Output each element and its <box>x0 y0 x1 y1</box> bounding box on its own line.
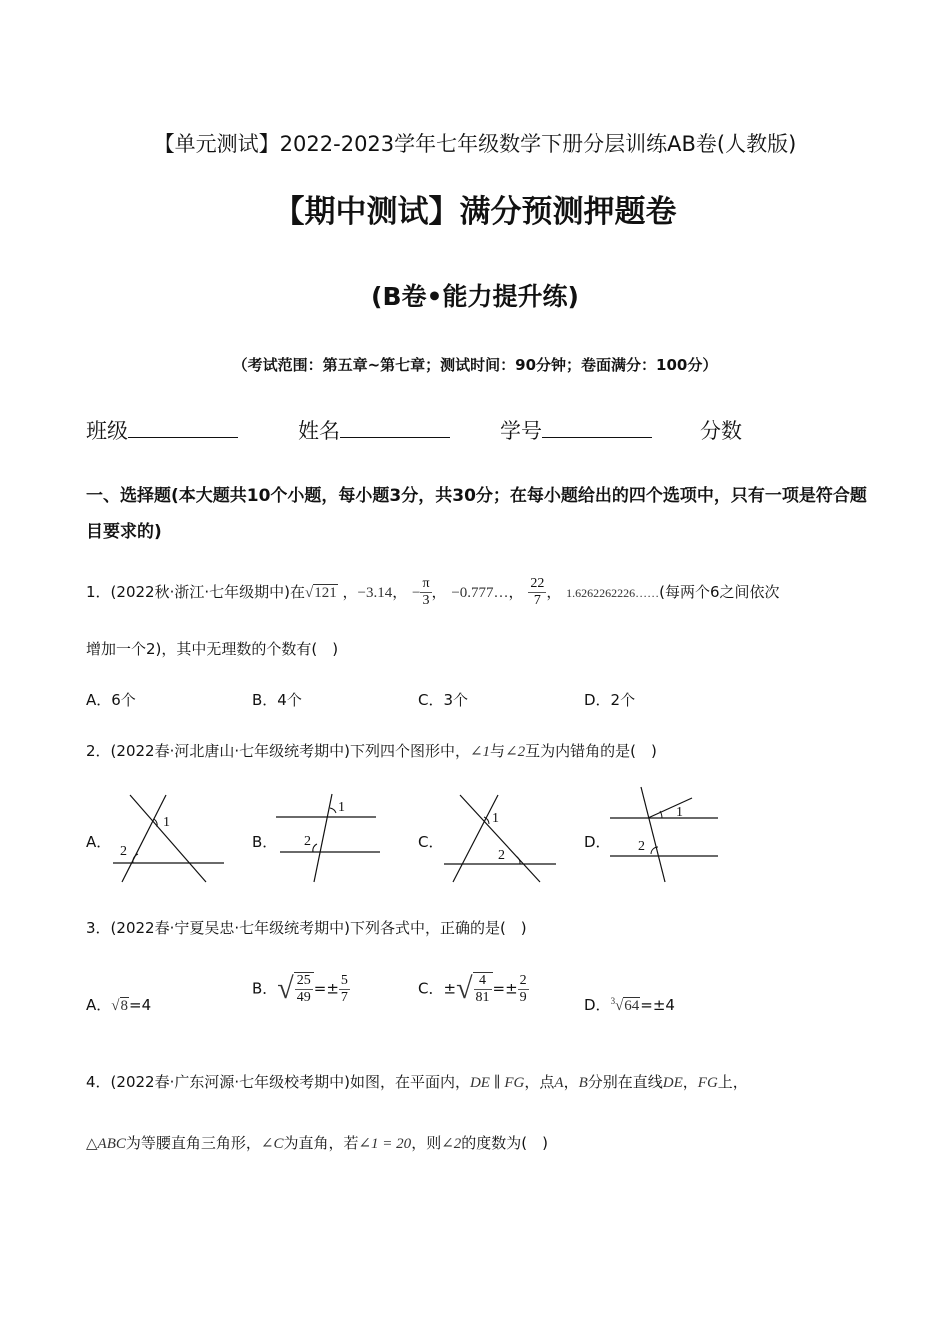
name-label: 姓名 <box>298 419 340 443</box>
q2-figure-c <box>440 792 560 887</box>
score-label: 分数 <box>700 419 742 443</box>
q1-n4: −0.777… <box>451 585 509 601</box>
main-title: 【期中测试】满分预测押题卷 <box>273 194 677 230</box>
q1-tail: (每两个6之间依次 <box>659 583 780 601</box>
q2b-label-1: 1 <box>338 800 345 815</box>
q2b-label-2: 2 <box>304 834 311 849</box>
q3-option-d[interactable]: D．$^3$√64=±4 <box>584 996 675 1014</box>
q1-fraction-pi: $\frac{\pi}{3}$ <box>422 576 430 608</box>
section-title: 一、选择题(本大题共10个小题，每小题3分，共30分；在每小题给出的四个选项中，只有一项是符合题目要求的) <box>86 486 867 542</box>
q2c-label-2: 2 <box>498 848 505 863</box>
question-2-stem: 2．(2022春·河北唐山·七年级统考期中)下列四个图形中，∠1与∠2互为内错角的是( ) <box>86 742 657 760</box>
q1-option-c[interactable]: C．3个 <box>418 691 469 709</box>
q2a-label-1: 1 <box>163 815 170 830</box>
q1-source: 1．(2022秋·浙江·七年级期中)在 <box>86 583 305 601</box>
q1-n2: −3.14 <box>357 585 393 601</box>
q2-option-b[interactable]: B． <box>252 833 278 851</box>
question-3-stem: 3．(2022春·宁夏吴忠·七年级统考期中)下列各式中，正确的是( ) <box>86 919 527 937</box>
q2-figure-a <box>108 792 228 887</box>
class-field[interactable] <box>86 415 238 445</box>
question-1-line2: 增加一个2)，其中无理数的个数有( ) <box>86 640 339 658</box>
subtitle: (B卷•能力提升练) <box>371 282 579 311</box>
q3-option-b[interactable]: B．√ $\frac{25}{49}$ =± $\frac{5}{7}$ <box>252 972 348 1005</box>
q1-n6: 1.6262262226…… <box>566 586 660 600</box>
q1-fraction-22-7: $\frac{22}{7}$ <box>530 576 545 608</box>
question-4-line2: △ABC为等腰直角三角形，∠C为直角，若∠1 = 20，则∠2的度数为( ) <box>86 1134 548 1152</box>
score-field[interactable] <box>700 415 742 445</box>
question-1-stem: 1．(2022秋·浙江·七年级期中)在√121 ，−3.14， − $\frac{\pi}{3}$ ， −0.777…， $\frac{22}{7}$ ， 1.6262262226……(每两个6之间依次 <box>86 576 780 608</box>
q2c-label-1: 1 <box>492 811 499 826</box>
q2a-label-2: 2 <box>120 844 127 859</box>
q2d-label-1: 1 <box>676 805 683 820</box>
class-label: 班级 <box>86 419 128 443</box>
q1-option-a[interactable]: A．6个 <box>86 691 136 709</box>
student-id-field[interactable] <box>500 415 652 445</box>
q1-option-d[interactable]: D．2个 <box>584 691 636 709</box>
q1-option-b[interactable]: B．4个 <box>252 691 302 709</box>
q2d-label-2: 2 <box>638 839 645 854</box>
q2-option-d[interactable]: D． <box>584 833 611 851</box>
q2-option-a[interactable]: A． <box>86 833 112 851</box>
q1-radicand: 121 <box>314 585 337 601</box>
id-label: 学号 <box>500 419 542 443</box>
exam-info: （考试范围：第五章~第七章；测试时间：90分钟；卷面满分：100分） <box>232 356 718 374</box>
q2-figure-b <box>272 792 387 887</box>
q3-option-a[interactable]: A．√8=4 <box>86 996 152 1014</box>
name-field[interactable] <box>298 415 450 445</box>
question-4-stem: 4．(2022春·广东河源·七年级校考期中)如图，在平面内，DE ∥ FG，点A，B分别在直线DE，FG上， <box>86 1073 748 1091</box>
series-title: 【单元测试】2022-2023学年七年级数学下册分层训练AB卷(人教版) <box>153 132 797 156</box>
q2-option-c[interactable]: C． <box>418 833 444 851</box>
q2-figure-d <box>606 784 726 884</box>
q3-option-c[interactable]: C．±√ $\frac{4}{81}$ =± $\frac{2}{9}$ <box>418 972 527 1005</box>
